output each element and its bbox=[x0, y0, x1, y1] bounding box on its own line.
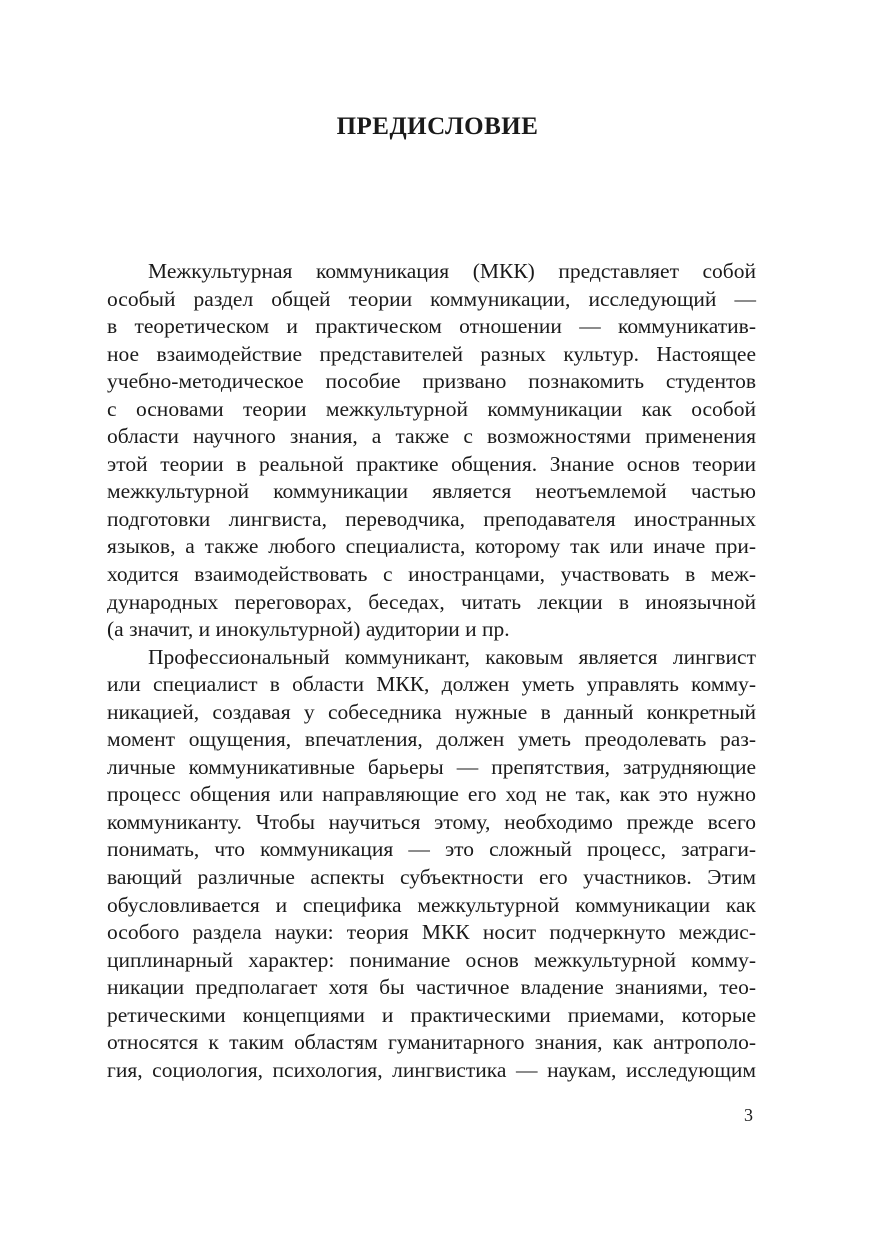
body-text bbox=[107, 258, 756, 1084]
text-line: процесс общения или направляющие его ход не так, как это нужно bbox=[107, 782, 756, 807]
text-line: гия, социология, психология, лингвистика — наукам, исследующим bbox=[107, 1057, 756, 1082]
text-line: Профессиональный коммуникант, каковым является лингвист bbox=[148, 644, 756, 669]
text-line: обусловливается и специфика межкультурной коммуникации как bbox=[107, 892, 756, 917]
page-title: ПРЕДИСЛОВИЕ bbox=[336, 113, 539, 140]
text-line: подготовки лингвиста, переводчика, преподавателя иностранных bbox=[107, 506, 756, 531]
text-line: ходится взаимодействовать с иностранцами, участвовать в меж- bbox=[107, 562, 756, 587]
text-line: никации предполагает хотя бы частичное владение знаниями, тео- bbox=[107, 975, 756, 1000]
text-line: личные коммуникативные барьеры — препятствия, затрудняющие bbox=[107, 754, 756, 779]
text-line: понимать, что коммуникация — это сложный процесс, затраги- bbox=[107, 837, 756, 862]
page-number: 3 bbox=[744, 1105, 753, 1125]
text-line: языков, а также любого специалиста, которому так или иначе при- bbox=[107, 534, 756, 559]
text-line: Межкультурная коммуникация (МКК) представляет собой bbox=[148, 259, 756, 283]
text-line: особый раздел общей теории коммуникации, исследующий — bbox=[107, 286, 756, 311]
text-line: особого раздела науки: теория МКК носит подчеркнуто междис- bbox=[107, 920, 756, 945]
text-line: вающий различные аспекты субъектности его участников. Этим bbox=[107, 865, 756, 890]
text-line: относятся к таким областям гуманитарного знания, как антрополо- bbox=[107, 1030, 756, 1055]
text-line: или специалист в области МКК, должен уметь управлять комму- bbox=[107, 672, 756, 697]
text-line: (а значит, и инокультурной) аудитории и пр. bbox=[107, 617, 510, 642]
text-line: циплинарный характер: понимание основ межкультурной комму- bbox=[107, 947, 756, 972]
text-line: с основами теории межкультурной коммуникации как особой bbox=[107, 396, 756, 421]
text-line: в теоретическом и практическом отношении — коммуникатив- bbox=[107, 314, 756, 339]
paragraph-2 bbox=[107, 644, 756, 1085]
text-line: ное взаимодействие представителей разных культур. Настоящее bbox=[107, 341, 756, 366]
text-line: момент ощущения, впечатления, должен уметь преодолевать раз- bbox=[107, 727, 756, 752]
text-line: дународных переговорах, беседах, читать лекции в иноязычной bbox=[107, 589, 756, 614]
text-line: межкультурной коммуникации является неотъемлемой частью bbox=[107, 479, 756, 504]
text-line: ретическими концепциями и практическими приемами, которые bbox=[107, 1002, 756, 1027]
text-line: учебно-методическое пособие призвано познакомить студентов bbox=[107, 369, 756, 394]
text-line: этой теории в реальной практике общения. Знание основ теории bbox=[107, 451, 756, 476]
text-line: никацией, создавая у собеседника нужные в данный конкретный bbox=[107, 699, 756, 724]
paragraph-1 bbox=[107, 258, 756, 644]
text-line: области научного знания, а также с возможностями применения bbox=[107, 424, 756, 449]
text-line: коммуниканту. Чтобы научиться этому, необходимо прежде всего bbox=[107, 809, 756, 834]
